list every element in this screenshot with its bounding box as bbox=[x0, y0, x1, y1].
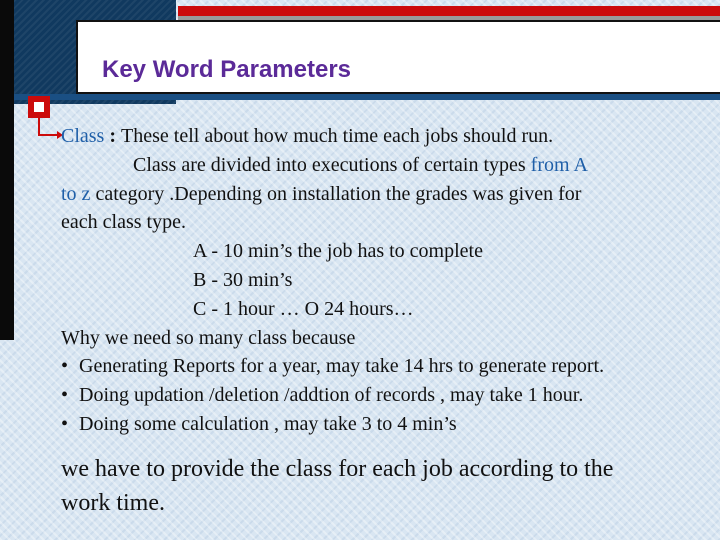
range-start-text: from A bbox=[530, 153, 588, 176]
bullet-text: Doing some calculation , may take 3 to 4 min’s bbox=[79, 412, 457, 435]
slide-body bbox=[61, 122, 716, 439]
class-division-text: Class are divided into executions of certain types bbox=[133, 153, 531, 176]
title-underline-band bbox=[14, 94, 720, 100]
why-line: Why we need so many class because bbox=[61, 326, 356, 349]
bullet-text: Doing updation /deletion /addtion of records , may take 1 hour. bbox=[79, 384, 584, 407]
range-end-text: to z bbox=[61, 182, 91, 205]
class-definition-text: These tell about how much time each jobs should run. bbox=[121, 125, 554, 147]
title-box bbox=[76, 20, 720, 94]
category-text: category .Depending on installation the grades was given for bbox=[90, 182, 582, 205]
slide-title: Key Word Parameters bbox=[102, 56, 351, 83]
square-bullet-icon bbox=[28, 96, 50, 118]
top-red-stripe bbox=[178, 6, 720, 16]
category-line bbox=[61, 180, 716, 209]
colon: : bbox=[104, 125, 122, 147]
left-black-bar bbox=[0, 0, 14, 340]
grade-b-line: B - 30 min’s bbox=[193, 268, 293, 291]
list-item bbox=[61, 352, 716, 381]
bullet-dot-icon: • bbox=[61, 412, 69, 435]
bullet-text: Generating Reports for a year, may take 14 hrs to generate report. bbox=[79, 355, 605, 378]
list-item bbox=[61, 410, 716, 439]
bullet-dot-icon: • bbox=[61, 355, 69, 378]
list-item bbox=[61, 381, 716, 410]
class-division-line bbox=[61, 151, 716, 180]
closing-statement bbox=[61, 452, 716, 520]
grade-a-line: A - 10 min’s the job has to complete bbox=[193, 240, 483, 263]
closing-line-2: work time. bbox=[61, 490, 165, 516]
class-definition-line bbox=[61, 122, 716, 151]
closing-line-1: we have to provide the class for each job according to the bbox=[61, 456, 614, 482]
bullet-dot-icon: • bbox=[61, 384, 69, 407]
arrow-connector-icon bbox=[38, 118, 58, 136]
class-type-line: each class type. bbox=[61, 211, 186, 234]
class-label: Class bbox=[61, 125, 105, 147]
grade-c-line: C - 1 hour … O 24 hours… bbox=[193, 297, 414, 320]
